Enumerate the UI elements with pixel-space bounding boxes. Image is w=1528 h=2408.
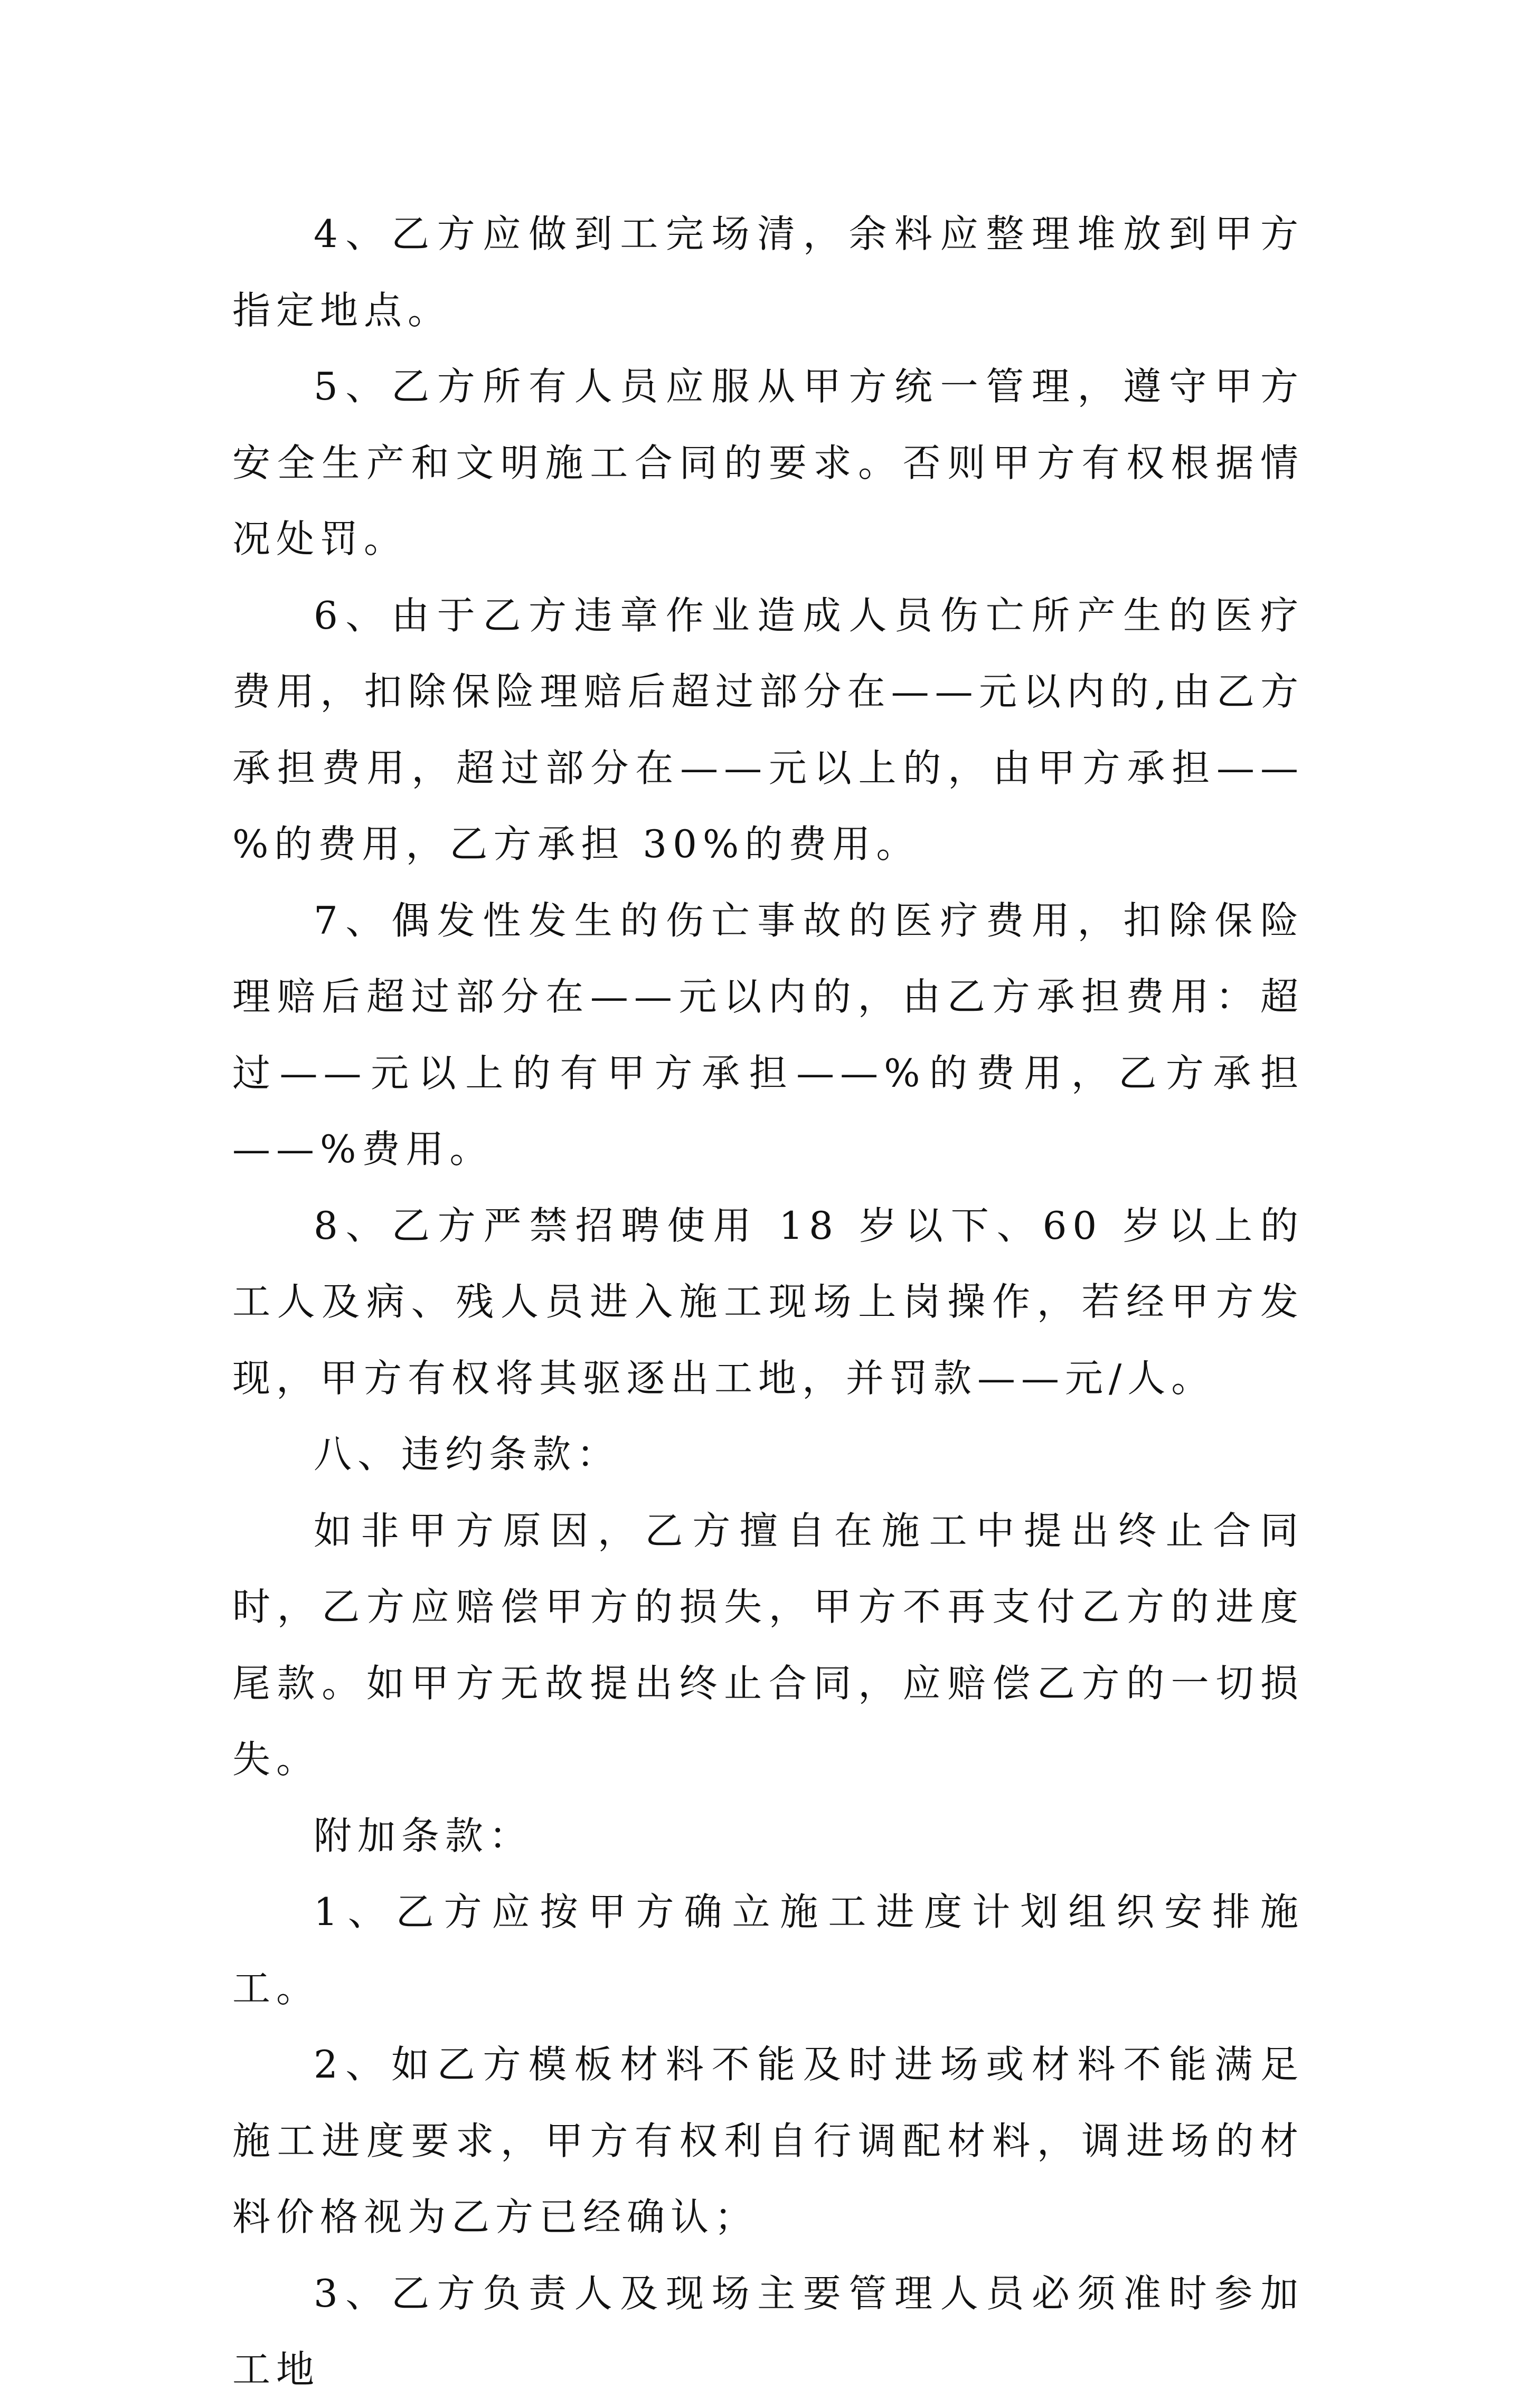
paragraph-clause-8: 8、乙方严禁招聘使用 18 岁以下、60 岁以上的工人及病、残人员进入施工现场上岗操作，若经甲方发现，甲方有权将其驱逐出工地，并罚款——元/人。 — [232, 1203, 1304, 1400]
paragraph-clause-6: 6、由于乙方违章作业造成人员伤亡所产生的医疗费用，扣除保险理赔后超过部分在——元以内的,由乙方承担费用，超过部分在——元以上的，由甲方承担——%的费用，乙方承担 30%的费用。 — [232, 593, 1304, 866]
paragraph-clause-7: 7、偶发性发生的伤亡事故的医疗费用，扣除保险理赔后超过部分在——元以内的，由乙方承担费用：超过——元以上的有甲方承担——%的费用，乙方承担——%费用。 — [232, 898, 1304, 1171]
paragraph-additional-2: 2、如乙方模板材料不能及时进场或材料不能满足施工进度要求，甲方有权利自行调配材料，调进场的材料价格视为乙方已经确认； — [232, 2042, 1304, 2239]
section-heading-additional: 附加条款： — [314, 1813, 533, 1858]
document-body — [232, 196, 1304, 2408]
paragraph-breach-terms: 如非甲方原因，乙方擅自在施工中提出终止合同时，乙方应赔偿甲方的损失，甲方不再支付乙方的进度尾款。如甲方无故提出终止合同，应赔偿乙方的一切损失。 — [232, 1508, 1304, 1781]
paragraph-additional-1: 1、乙方应按甲方确立施工进度计划组织安排施工。 — [232, 1890, 1304, 2011]
paragraph-additional-3: 3、乙方负责人及现场主要管理人员必须准时参加工地 — [232, 2271, 1304, 2392]
section-heading-breach: 八、违约条款： — [314, 1432, 621, 1476]
paragraph-clause-5: 5、乙方所有人员应服从甲方统一管理，遵守甲方安全生产和文明施工合同的要求。否则甲方有权根据情况处罚。 — [232, 364, 1304, 561]
paragraph-clause-4: 4、乙方应做到工完场清，余料应整理堆放到甲方指定地点。 — [232, 212, 1304, 333]
